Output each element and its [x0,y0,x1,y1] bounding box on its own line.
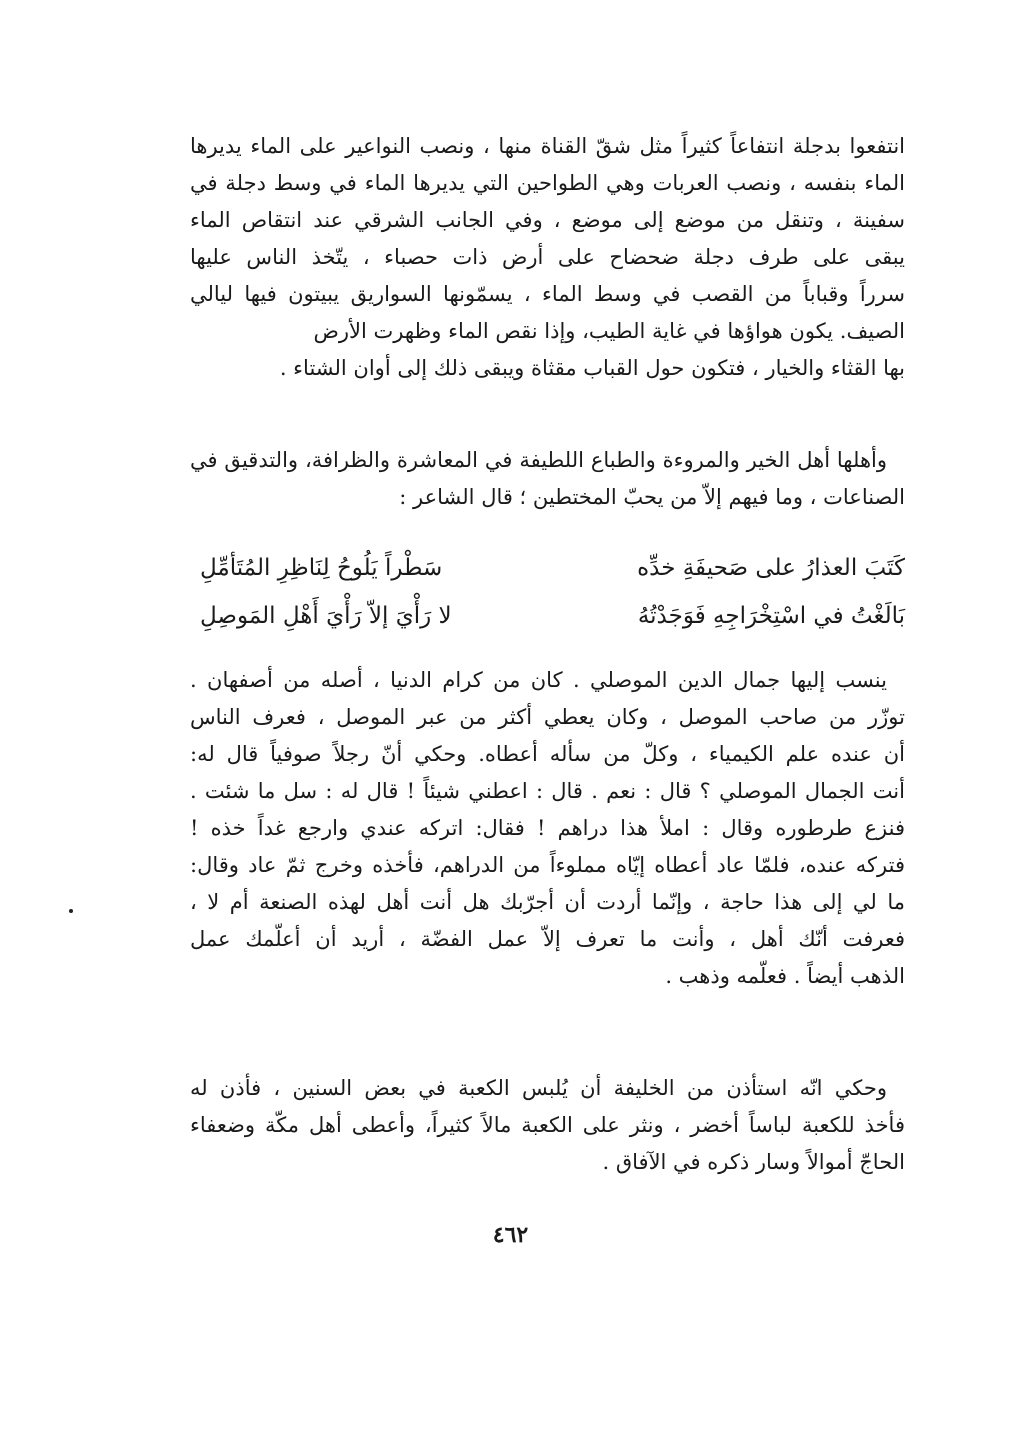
text-line: سرراً وقباباً من القصب في وسط الماء ، يسمّونها السواريق يبيتون فيها ليالي [190,282,905,306]
text-line: الحاجّ أموالاً وسار ذكره في الآفاق . [602,1150,905,1174]
text-line: أنت الجمال الموصلي ؟ قال : نعم . قال : اعطني شيئاً ! قال له : سل ما شئت . [190,779,905,803]
poem-first-hemistich: كَتَبَ العذارُ على صَحيفَةِ خدِّه [637,555,905,581]
text-line: سفينة ، وتنقل من موضع إلى موضع ، وفي الجانب الشرقي عند انتقاص الماء [190,208,905,232]
page-number: ٤٦٢ [492,1222,529,1248]
paragraph-people [190,442,905,516]
text-line: الماء بنفسه ، ونصب العربات وهي الطواحين التي يديرها الماء في وسط دجلة في [190,171,905,195]
text-line: الصناعات ، وما فيهم إلاّ من يحبّ المختطين ؛ قال الشاعر : [399,485,905,509]
poem-first-hemistich: بَالَغْتُ في اسْتِخْرَاجِهِ فَوَجَدْتُهُ [637,603,905,629]
poem-verse [200,592,905,640]
poem [200,544,905,640]
text-line: أن عنده علم الكيمياء ، وكلّ من سأله أعطاه. وحكي أنّ رجلاً صوفياً قال له: [190,742,905,766]
text-line: فنزع طرطوره وقال : املأ هذا دراهم ! فقال: اتركه عندي وارجع غداً خذه ! [190,816,905,840]
text-line: يبقى على طرف دجلة ضحضاح على أرض ذات حصباء ، يتّخذ الناس عليها [190,245,905,269]
scan-speck [69,909,73,913]
text-line: وأهلها أهل الخير والمروءة والطباع اللطيفة في المعاشرة والظرافة، والتدقيق في [190,448,887,472]
text-line: فعرفت أنّك أهل ، وأنت ما تعرف إلاّ عمل الفضّة ، أريد أن أعلّمك عمل [190,927,905,951]
text-line: انتفعوا بدجلة انتفاعاً كثيراً مثل شقّ القناة منها ، ونصب النواعير على الماء يديرها [190,134,905,158]
poem-second-hemistich: لا رَأْيَ إلاّ رَأْيَ أَهْلِ المَوصِلِ [200,603,452,629]
text-line: الذهب أيضاً . فعلّمه وذهب . [665,964,905,988]
paragraph-jamal-al-din [190,662,905,995]
text-line: الصيف. يكون هواؤها في غاية الطيب، وإذا نقص الماء وظهرت الأرض [313,319,905,343]
paragraph-kaaba [190,1070,905,1181]
poem-second-hemistich: سَطْراً يَلُوحُ لِنَاظِرِ المُتَأمِّلِ [200,555,443,581]
text-line: بها القثاء والخيار ، فتكون حول القباب مقثاة ويبقى ذلك إلى أوان الشتاء . [279,356,905,380]
text-line: ينسب إليها جمال الدين الموصلي . كان من كرام الدنيا ، أصله من أصفهان . [190,668,887,692]
text-line: توزّر من صاحب الموصل ، وكان يعطي أكثر من عبر الموصل ، فعرف الناس [190,705,905,729]
text-line: فتركه عنده، فلمّا عاد أعطاه إيّاه مملوءاً من الدراهم، فأخذه وخرج ثمّ عاد وقال: [190,853,905,877]
text-line: وحكي انّه استأذن من الخليفة أن يُلبس الكعبة في بعض السنين ، فأذن له [190,1076,887,1100]
text-line: فأخذ للكعبة لباساً أخضر ، ونثر على الكعبة مالاً كثيراً، وأعطى أهل مكّة وضعفاء [190,1113,905,1137]
text-line: ما لي إلى هذا حاجة ، وإنّما أردت أن أجرّبك هل أنت أهل لهذه الصنعة أم لا ، [190,890,905,914]
paragraph-water-wheels [190,128,905,387]
poem-verse [200,544,905,592]
